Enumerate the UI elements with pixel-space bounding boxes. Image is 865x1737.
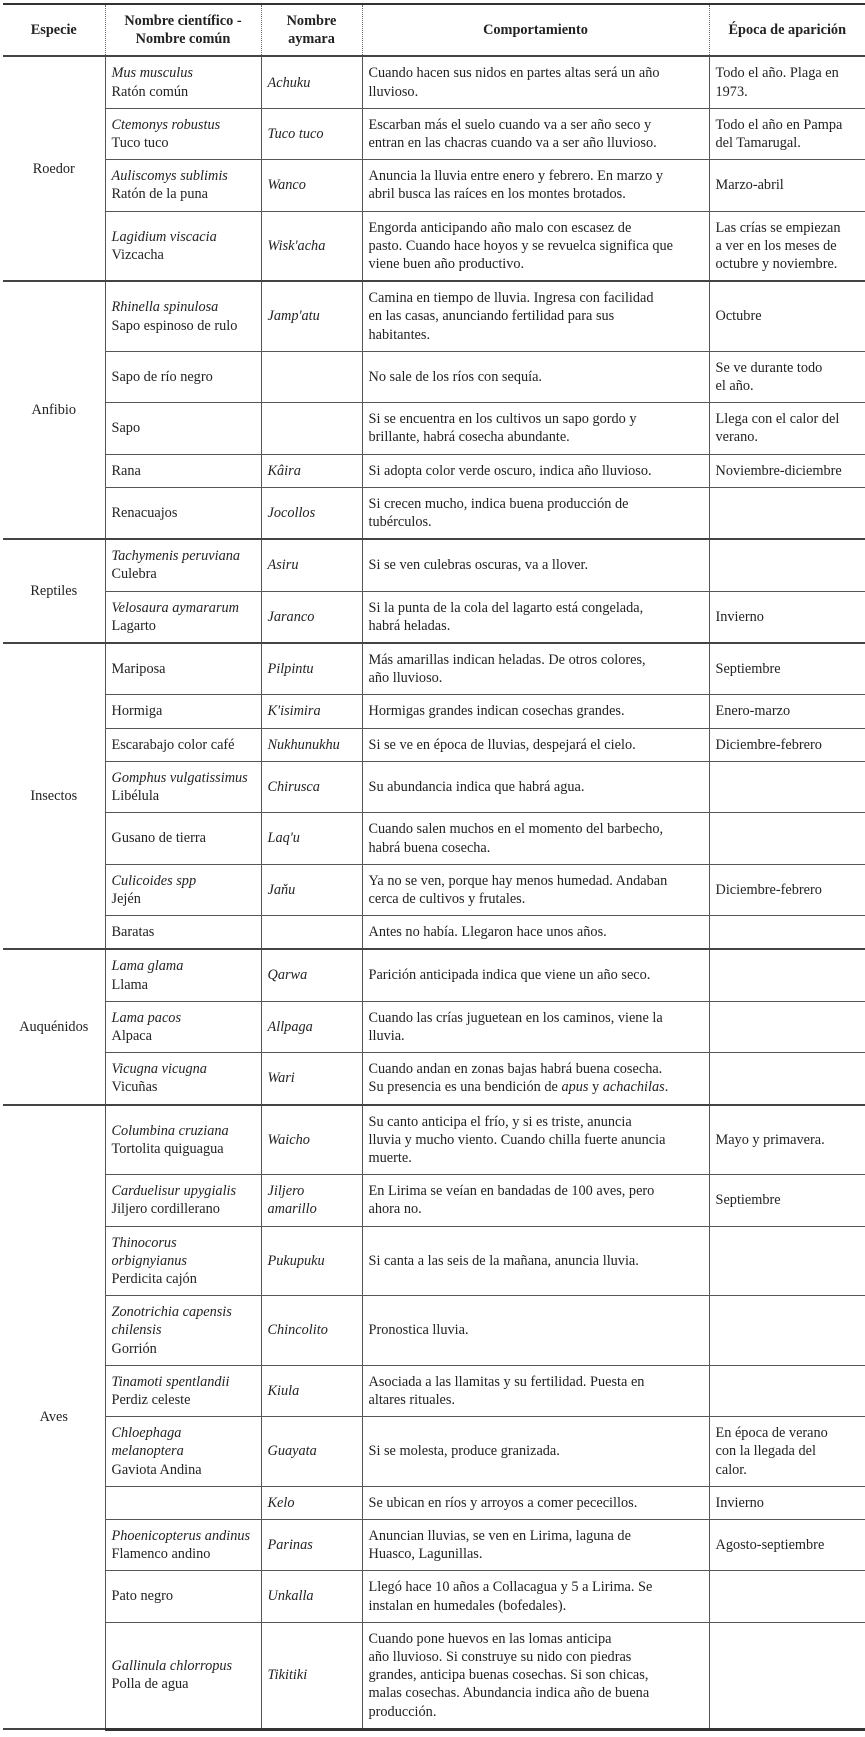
behavior-text-segment: Cuando andan en zonas bajas habrá buena cosecha. Su presencia es una bendición de [368,1061,663,1096]
behavior-cell: Cuando pone huevos en las lomas anticipa año lluvioso. Si construye su nido con piedras grandes, anticipa buenas cosechas. Si son chicas, malas cosechas. Abundancia indica año de buena producción. [362,1622,709,1729]
appearance-season-cell [709,949,865,1001]
aymara-name-cell: Waicho [261,1105,362,1175]
common-name: Tuco tuco [111,135,169,152]
scientific-common-name-cell [105,761,261,812]
behavior-cell: Llegó hace 10 años a Collacagua y 5 a Lirima. Se instalan en humedales (bofedales). [362,1571,709,1622]
behavior-cell: Si canta a las seis de la mañana, anuncia lluvia. [362,1226,709,1296]
scientific-common-name-cell [105,403,261,454]
behavior-cell: Anuncia la lluvia entre enero y febrero. En marzo y abril busca las raíces en los montes brotados. [362,160,709,211]
appearance-season-cell [709,1571,865,1622]
scientific-name: Mus musculus [111,65,193,82]
common-name: Libélula [111,788,160,805]
appearance-season-cell [709,916,865,950]
table-row [3,56,865,108]
behavior-cell: Cuando salen muchos en el momento del barbecho, habrá buena cosecha. [362,813,709,864]
common-name: Jején [111,890,141,907]
scientific-common-name-cell [105,160,261,211]
common-name: Gorrión [111,1340,157,1357]
behavior-text-segment: achachilas [602,1079,665,1096]
aymara-name-cell: Guayata [261,1417,362,1487]
table-row [3,1486,865,1519]
common-name: Ratón de la puna [111,186,208,203]
scientific-common-name-cell [105,916,261,950]
table-header [3,4,865,56]
behavior-cell: Pronostica lluvia. [362,1296,709,1366]
scientific-common-name-cell [105,1053,261,1105]
behavior-cell: Si adopta color verde oscuro, indica año lluvioso. [362,454,709,487]
aymara-name-cell [261,351,362,402]
appearance-season-cell [709,1365,865,1416]
table-row [3,1175,865,1226]
scientific-name: Lama glama [111,958,184,975]
scientific-common-name-cell [105,211,261,281]
scientific-name: Gomphus vulgatissimus [111,769,248,786]
behavior-text-segment: . [664,1079,669,1096]
aymara-name-cell: Chincolito [261,1296,362,1366]
table-row [3,160,865,211]
scientific-common-name-cell [105,1571,261,1622]
common-name: Culebra [111,566,157,583]
aymara-name-cell: Parinas [261,1519,362,1570]
aymara-name-cell: Asiru [261,539,362,591]
scientific-common-name-cell [105,1226,261,1296]
aymara-name-cell: Nukhunukhu [261,728,362,761]
behavior-cell: Su abundancia indica que habrá agua. [362,761,709,812]
appearance-season-cell [709,761,865,812]
appearance-season-cell [709,539,865,591]
scientific-common-name-cell [105,1175,261,1226]
common-name: Renacuajos [111,504,178,521]
scientific-name: Carduelisur upygialis [111,1183,237,1200]
appearance-season-cell [709,1226,865,1296]
appearance-season-cell [709,813,865,864]
aymara-name-cell: Wari [261,1053,362,1105]
behavior-cell: Antes no había. Llegaron hace unos años. [362,916,709,950]
appearance-season-cell [709,1053,865,1105]
common-name: Vizcacha [111,246,164,263]
behavior-cell: Ya no se ven, porque hay menos humedad. Andaban cerca de cultivos y frutales. [362,864,709,915]
appearance-season-cell: Septiembre [709,1175,865,1226]
table-row [3,211,865,281]
behavior-cell [362,1053,709,1105]
appearance-season-cell: Diciembre-febrero [709,728,865,761]
common-name: Sapo espinoso de rulo [111,317,238,334]
common-name: Rana [111,462,141,479]
appearance-season-cell [709,487,865,539]
header-nombre-cientifico: Nombre científico - Nombre común [105,4,261,56]
table-row [3,487,865,539]
scientific-common-name-cell [105,454,261,487]
scientific-common-name-cell [105,1622,261,1729]
scientific-common-name-cell [105,108,261,159]
common-name: Perdicita cajón [111,1270,197,1287]
header-row [3,4,865,56]
aymara-name-cell: Jaňu [261,864,362,915]
aymara-name-cell: Jiljero amarillo [261,1175,362,1226]
behavior-cell: No sale de los ríos con sequía. [362,351,709,402]
table-row [3,1053,865,1105]
scientific-name: Lagidium viscacia [111,228,217,245]
scientific-name: Phoenicopterus andinus [111,1527,251,1544]
appearance-season-cell: Agosto-septiembre [709,1519,865,1570]
scientific-name: Rhinella spinulosa [111,299,219,316]
aymara-name-cell: Laq'u [261,813,362,864]
behavior-cell: Hormigas grandes indican cosechas grandes. [362,695,709,728]
common-name: Jiljero cordillerano [111,1201,220,1218]
aymara-name-cell: Qarwa [261,949,362,1001]
aymara-name-cell: Kelo [261,1486,362,1519]
behavior-cell: Si crecen mucho, indica buena producción de tubérculos. [362,487,709,539]
table-row [3,591,865,643]
aymara-name-cell [261,403,362,454]
common-name: Baratas [111,924,155,941]
table-row [3,403,865,454]
header-comportamiento: Comportamiento [362,4,709,56]
appearance-season-cell: Todo el año en Pampa del Tamarugal. [709,108,865,159]
scientific-common-name-cell [105,487,261,539]
table-row [3,761,865,812]
species-group-cell: Auquénidos [3,949,105,1104]
table-row [3,1622,865,1729]
behavior-cell: Camina en tiempo de lluvia. Ingresa con facilidad en las casas, anunciando fertilidad para sus habitantes. [362,281,709,351]
common-name: Gaviota Andina [111,1461,202,1478]
aymara-name-cell: Achuku [261,56,362,108]
scientific-name: Lama pacos [111,1009,182,1026]
behavior-text-segment: y [588,1079,603,1096]
appearance-season-cell: Las crías se empiezan a ver en los meses de octubre y noviembre. [709,211,865,281]
scientific-name: Chloephaga melanoptera [111,1425,184,1460]
scientific-common-name-cell [105,1001,261,1052]
table-row [3,1296,865,1366]
table-body [3,56,865,1729]
scientific-common-name-cell [105,643,261,695]
aymara-name-cell: Kiula [261,1365,362,1416]
scientific-common-name-cell [105,728,261,761]
behavior-cell: Engorda anticipando año malo con escasez de pasto. Cuando hace hoyos y se revuelca significa que viene buen año productivo. [362,211,709,281]
scientific-common-name-cell [105,1486,261,1519]
common-name: Lagarto [111,617,156,634]
scientific-common-name-cell [105,351,261,402]
behavior-text-segment: apus [561,1079,589,1096]
scientific-name: Zonotrichia capensis chilensis [111,1304,232,1339]
header-epoca: Época de aparición [709,4,865,56]
behavior-cell: Más amarillas indican heladas. De otros colores, año lluvioso. [362,643,709,695]
behavior-cell: Anuncian lluvias, se ven en Lirima, laguna de Huasco, Lagunillas. [362,1519,709,1570]
table-row [3,695,865,728]
common-name: Flamenco andino [111,1546,211,1563]
appearance-season-cell: Llega con el calor del verano. [709,403,865,454]
appearance-season-cell: Mayo y primavera. [709,1105,865,1175]
species-group-cell: Reptiles [3,539,105,643]
behavior-cell: Asociada a las llamitas y su fertilidad. Puesta en altares rituales. [362,1365,709,1416]
header-nombre-aymara: Nombre aymara [261,4,362,56]
scientific-common-name-cell [105,539,261,591]
aymara-name-cell: Allpaga [261,1001,362,1052]
common-name: Sapo [111,420,141,437]
scientific-name: Vicugna vicugna [111,1061,207,1078]
table-row [3,1001,865,1052]
species-group-cell: Anfibio [3,281,105,539]
common-name: Sapo de río negro [111,368,213,385]
scientific-common-name-cell [105,1519,261,1570]
appearance-season-cell [709,1001,865,1052]
aymara-name-cell: K'isimira [261,695,362,728]
scientific-name: Auliscomys sublimis [111,168,228,185]
common-name: Escarabajo color café [111,736,235,753]
common-name: Llama [111,976,149,993]
header-especie: Especie [30,22,77,39]
appearance-season-cell: Noviembre-diciembre [709,454,865,487]
table-row [3,281,865,351]
appearance-season-cell [709,1622,865,1729]
behavior-cell: Cuando las crías juguetean en los caminos, viene la lluvia. [362,1001,709,1052]
aymara-name-cell: Wisk'acha [261,211,362,281]
scientific-name: Gallinula chlorropus [111,1658,233,1675]
table-row [3,1226,865,1296]
table-row [3,108,865,159]
scientific-name: Culicoides spp [111,872,197,889]
appearance-season-cell: Enero-marzo [709,695,865,728]
table-row [3,1417,865,1487]
behavior-cell: En Lirima se veían en bandadas de 100 aves, pero ahora no. [362,1175,709,1226]
common-name: Pato negro [111,1588,174,1605]
behavior-cell: Cuando hacen sus nidos en partes altas será un año lluvioso. [362,56,709,108]
scientific-name: Thinocorus orbignyianus [111,1234,187,1269]
aymara-name-cell: Tuco tuco [261,108,362,159]
table-row [3,539,865,591]
scientific-common-name-cell [105,1365,261,1416]
aymara-name-cell: Wanco [261,160,362,211]
table-row [3,454,865,487]
scientific-common-name-cell [105,281,261,351]
behavior-cell: Se ubican en ríos y arroyos a comer pececillos. [362,1486,709,1519]
aymara-name-cell [261,916,362,950]
table-row [3,351,865,402]
table-row [3,1519,865,1570]
table-row [3,643,865,695]
behavior-cell: Si la punta de la cola del lagarto está congelada, habrá heladas. [362,591,709,643]
appearance-season-cell: Septiembre [709,643,865,695]
common-name: Gusano de tierra [111,830,206,847]
behavior-cell: Su canto anticipa el frío, y si es triste, anuncia lluvia y mucho viento. Cuando chilla fuerte anuncia muerte. [362,1105,709,1175]
behavior-cell: Si se ve en época de lluvias, despejará el cielo. [362,728,709,761]
table-row [3,1365,865,1416]
scientific-name: Velosaura aymararum [111,599,239,616]
species-behavior-table [3,3,865,1731]
scientific-common-name-cell [105,591,261,643]
scientific-name: Tinamoti spentlandii [111,1373,230,1390]
scientific-common-name-cell [105,813,261,864]
appearance-season-cell: Octubre [709,281,865,351]
aymara-name-cell: Jocollos [261,487,362,539]
scientific-name: Columbina cruziana [111,1122,229,1139]
scientific-common-name-cell [105,695,261,728]
appearance-season-cell: En época de verano con la llegada del calor. [709,1417,865,1487]
common-name: Polla de agua [111,1676,189,1693]
aymara-name-cell: Kâira [261,454,362,487]
table-row [3,1571,865,1622]
aymara-name-cell: Chirusca [261,761,362,812]
behavior-cell: Escarban más el suelo cuando va a ser año seco y entran en las chacras cuando va a ser año lluvioso. [362,108,709,159]
species-group-cell: Insectos [3,643,105,949]
common-name: Ratón común [111,83,189,100]
scientific-name: Ctemonys robustus [111,116,221,133]
table-row [3,728,865,761]
behavior-cell: Si se molesta, produce granizada. [362,1417,709,1487]
appearance-season-cell: Invierno [709,1486,865,1519]
scientific-name: Tachymenis peruviana [111,548,241,565]
scientific-common-name-cell [105,1417,261,1487]
behavior-cell: Si se encuentra en los cultivos un sapo gordo y brillante, habrá cosecha abundante. [362,403,709,454]
common-name: Tortolita quiguagua [111,1140,224,1157]
behavior-cell: Parición anticipada indica que viene un año seco. [362,949,709,1001]
species-group-cell: Aves [3,1105,105,1730]
appearance-season-cell: Diciembre-febrero [709,864,865,915]
aymara-name-cell: Jamp'atu [261,281,362,351]
appearance-season-cell: Se ve durante todo el año. [709,351,865,402]
aymara-name-cell: Tikitiki [261,1622,362,1729]
species-group-cell: Roedor [3,56,105,281]
table-row [3,864,865,915]
behavior-cell: Si se ven culebras oscuras, va a llover. [362,539,709,591]
table-row [3,1105,865,1175]
scientific-common-name-cell [105,864,261,915]
table-row [3,916,865,950]
appearance-season-cell [709,1296,865,1366]
scientific-common-name-cell [105,1296,261,1366]
appearance-season-cell: Invierno [709,591,865,643]
aymara-name-cell: Pukupuku [261,1226,362,1296]
aymara-name-cell: Jaranco [261,591,362,643]
appearance-season-cell: Marzo-abril [709,160,865,211]
common-name: Perdiz celeste [111,1391,191,1408]
scientific-common-name-cell [105,56,261,108]
appearance-season-cell: Todo el año. Plaga en 1973. [709,56,865,108]
scientific-common-name-cell [105,1105,261,1175]
common-name: Hormiga [111,703,163,720]
aymara-name-cell: Unkalla [261,1571,362,1622]
common-name: Alpaca [111,1027,152,1044]
table-row [3,813,865,864]
aymara-name-cell: Pilpintu [261,643,362,695]
scientific-common-name-cell [105,949,261,1001]
common-name: Mariposa [111,661,166,678]
table-row [3,949,865,1001]
common-name: Vicuñas [111,1079,158,1096]
